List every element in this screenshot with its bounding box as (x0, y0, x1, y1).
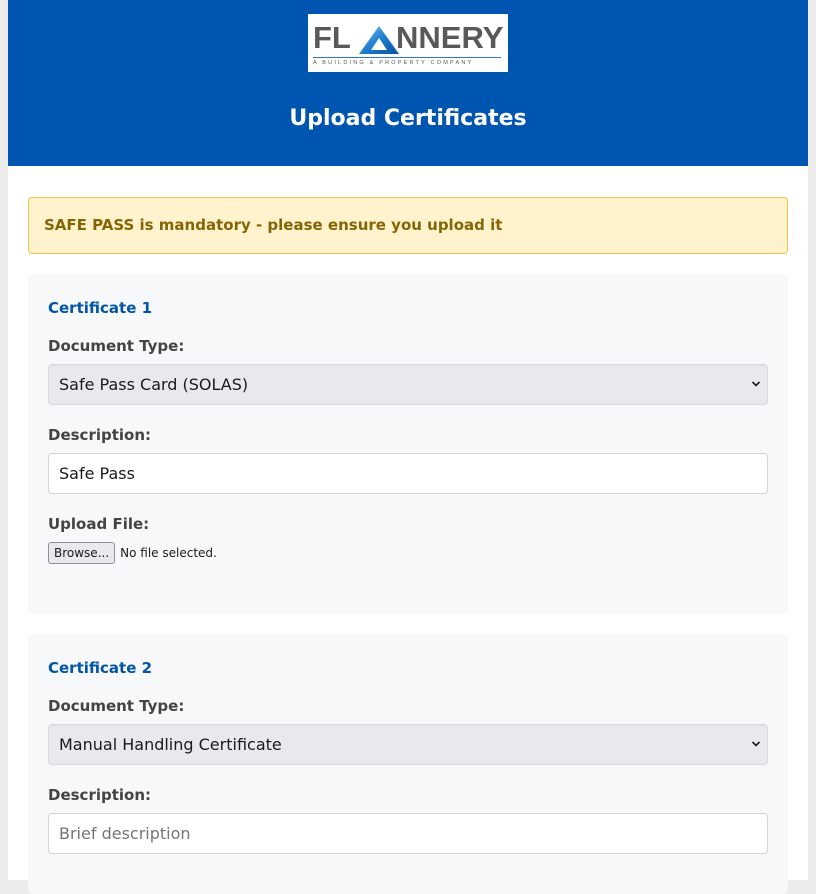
file-input (48, 542, 768, 564)
document-type-value: Safe Pass Card (SOLAS) (59, 375, 249, 394)
mandatory-warning-alert: SAFE PASS is mandatory - please ensure you upload it (28, 197, 788, 254)
upload-file-label: Upload File: (48, 515, 150, 533)
file-status: No file selected. (120, 546, 217, 560)
logo-tagline: A BUILDING & PROPERTY COMPANY (313, 60, 474, 66)
document-type-label: Document Type: (48, 697, 185, 715)
page-header (8, 0, 808, 166)
page-title: Upload Certificates (289, 106, 527, 131)
certificate-title: Certificate 2 (48, 659, 153, 677)
description-label: Description: (48, 426, 152, 444)
logo-text-left: FL (313, 20, 351, 55)
logo-divider (313, 57, 501, 58)
main-content (28, 197, 788, 894)
certificate-title: Certificate 1 (48, 299, 153, 317)
document-type-value: Manual Handling Certificate (59, 735, 282, 754)
flannery-logo (308, 14, 508, 72)
page-container (8, 0, 808, 880)
logo-triangle-icon (359, 26, 399, 54)
chevron-down-icon (751, 739, 761, 749)
description-label: Description: (48, 786, 152, 804)
document-type-label: Document Type: (48, 337, 185, 355)
description-input[interactable]: Safe Pass (48, 453, 768, 494)
browse-button[interactable]: Browse... (48, 542, 115, 564)
chevron-down-icon (751, 379, 761, 389)
description-input[interactable]: Brief description (48, 813, 768, 854)
document-type-select[interactable] (48, 724, 768, 765)
certificate-card-1 (28, 274, 788, 614)
document-type-select[interactable] (48, 364, 768, 405)
logo-text-right: NNERY (396, 20, 504, 55)
certificate-card-2 (28, 634, 788, 894)
